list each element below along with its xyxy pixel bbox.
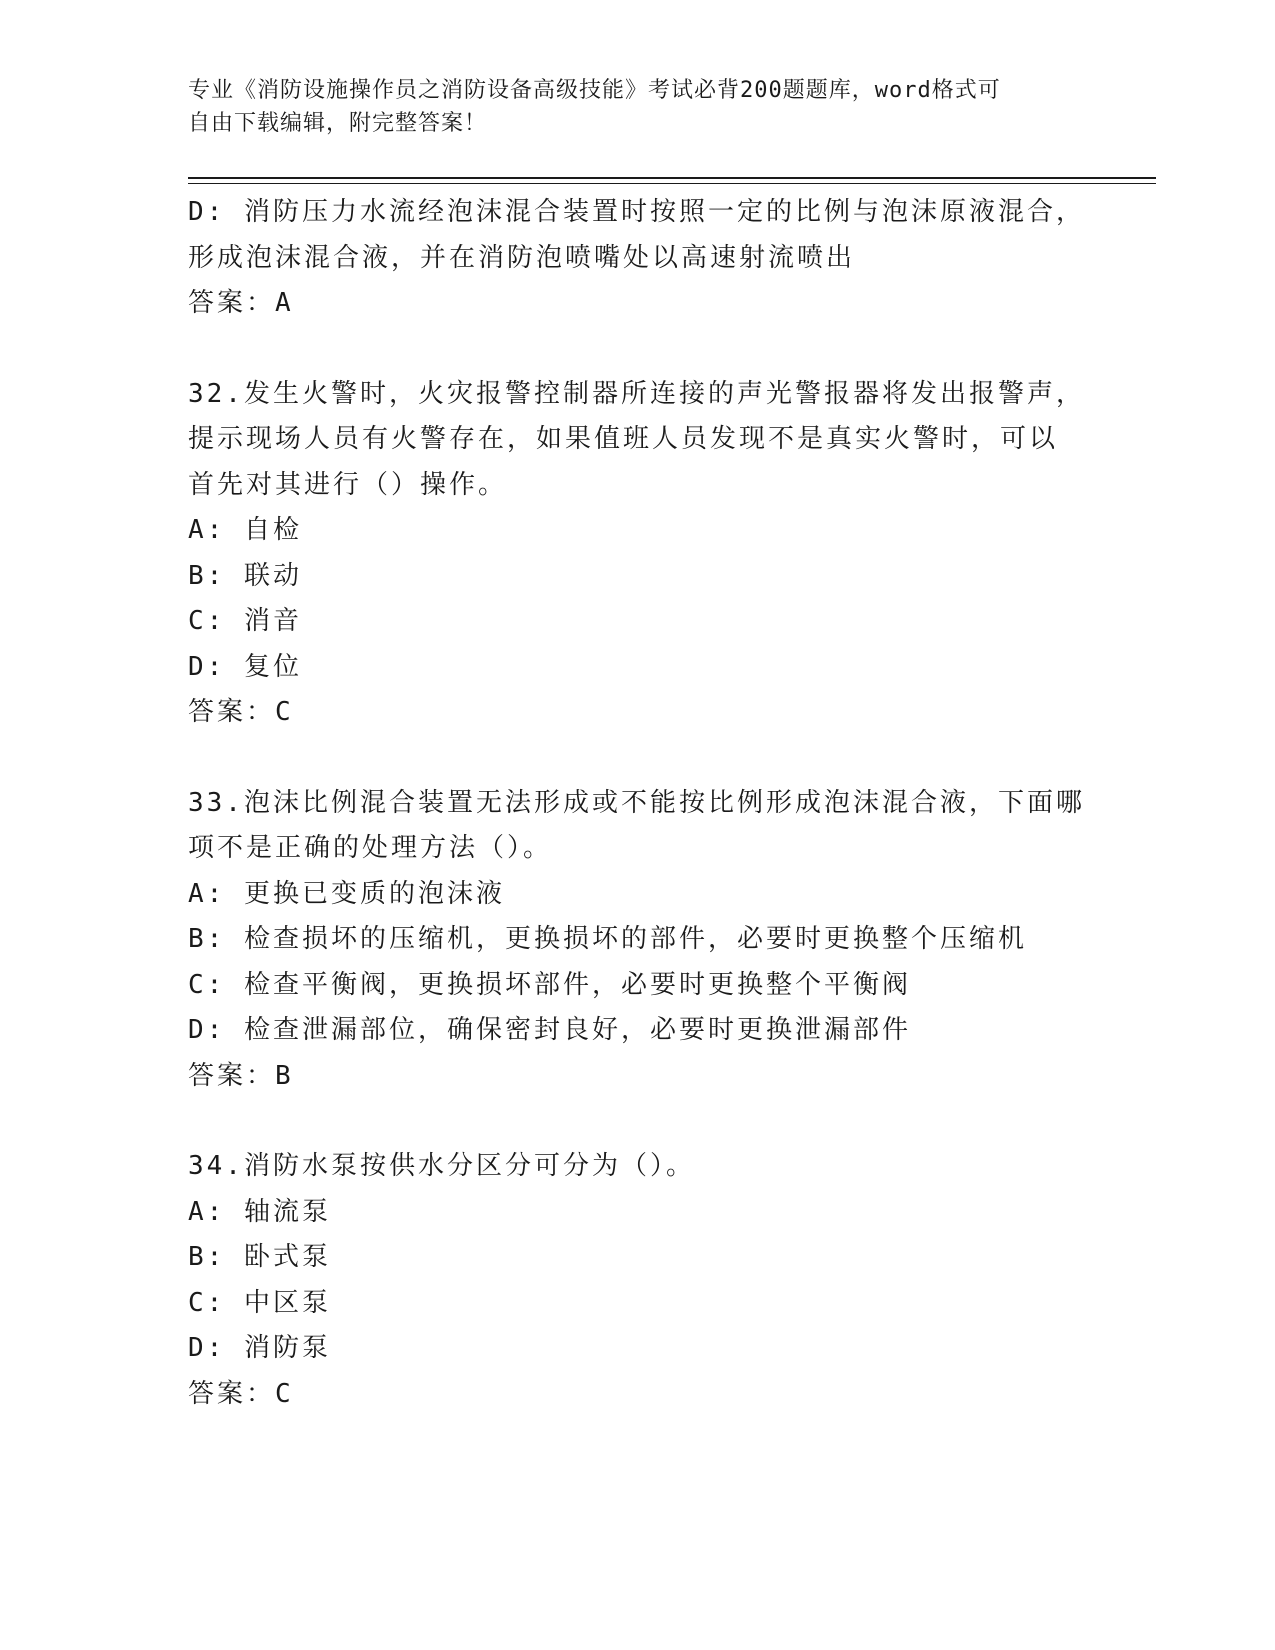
- answer-line: 答案：A: [188, 288, 294, 318]
- question-34: [188, 1144, 1088, 1417]
- question-stem-line: 34.消防水泵按供水分区分可分为（）。: [188, 1151, 695, 1181]
- option-b: B: 联动: [188, 560, 302, 591]
- option-d: D: 复位: [188, 651, 302, 682]
- option-d: D: 消防压力水流经泡沫混合装置时按照一定的比例与泡沫原液混合，: [188, 197, 1085, 227]
- answer-line: 答案：B: [188, 1060, 294, 1091]
- question-stem-line: 项不是正确的处理方法（）。: [188, 833, 553, 863]
- option-b: B: 检查损坏的压缩机，更换损坏的部件，必要时更换整个压缩机: [188, 924, 1027, 954]
- question-31-tail: [188, 190, 1088, 327]
- option-a: A: 轴流泵: [188, 1196, 331, 1227]
- page-header: [188, 74, 1068, 140]
- option-c: C: 消音: [188, 606, 302, 636]
- option-a: A: 自检: [188, 515, 302, 545]
- option-d-continued: 形成泡沫混合液，并在消防泡喷嘴处以高速射流喷出: [188, 242, 856, 273]
- question-33: [188, 781, 1088, 1100]
- question-stem-line: 提示现场人员有火警存在，如果值班人员发现不是真实火警时，可以: [188, 424, 1059, 454]
- option-d: D: 消防泵: [188, 1333, 331, 1363]
- header-divider-thick: [188, 177, 1156, 179]
- answer-line: 答案：C: [188, 1378, 294, 1409]
- question-stem-line: 首先对其进行（）操作。: [188, 469, 508, 500]
- question-stem-line: 33.泡沫比例混合装置无法形成或不能按比例形成泡沫混合液，下面哪: [188, 787, 1085, 818]
- answer-line: 答案：C: [188, 697, 294, 727]
- header-title-line-2: 自由下载编辑，附完整答案！: [188, 111, 488, 136]
- option-a: A: 更换已变质的泡沫液: [188, 878, 505, 909]
- question-stem-line: 32.发生火警时，火灾报警控制器所连接的声光警报器将发出报警声，: [188, 378, 1085, 409]
- option-c: C: 中区泵: [188, 1287, 331, 1318]
- question-32: [188, 372, 1088, 736]
- question-content: [188, 190, 1088, 1417]
- option-c: C: 检查平衡阀，更换损坏部件，必要时更换整个平衡阀: [188, 969, 911, 1000]
- option-d: D: 检查泄漏部位，确保密封良好，必要时更换泄漏部件: [188, 1015, 911, 1045]
- header-title-line-1: 专业《消防设施操作员之消防设备高级技能》考试必背200题题库，word格式可: [188, 78, 1001, 103]
- option-b: B: 卧式泵: [188, 1242, 331, 1272]
- header-divider-thin: [188, 183, 1156, 184]
